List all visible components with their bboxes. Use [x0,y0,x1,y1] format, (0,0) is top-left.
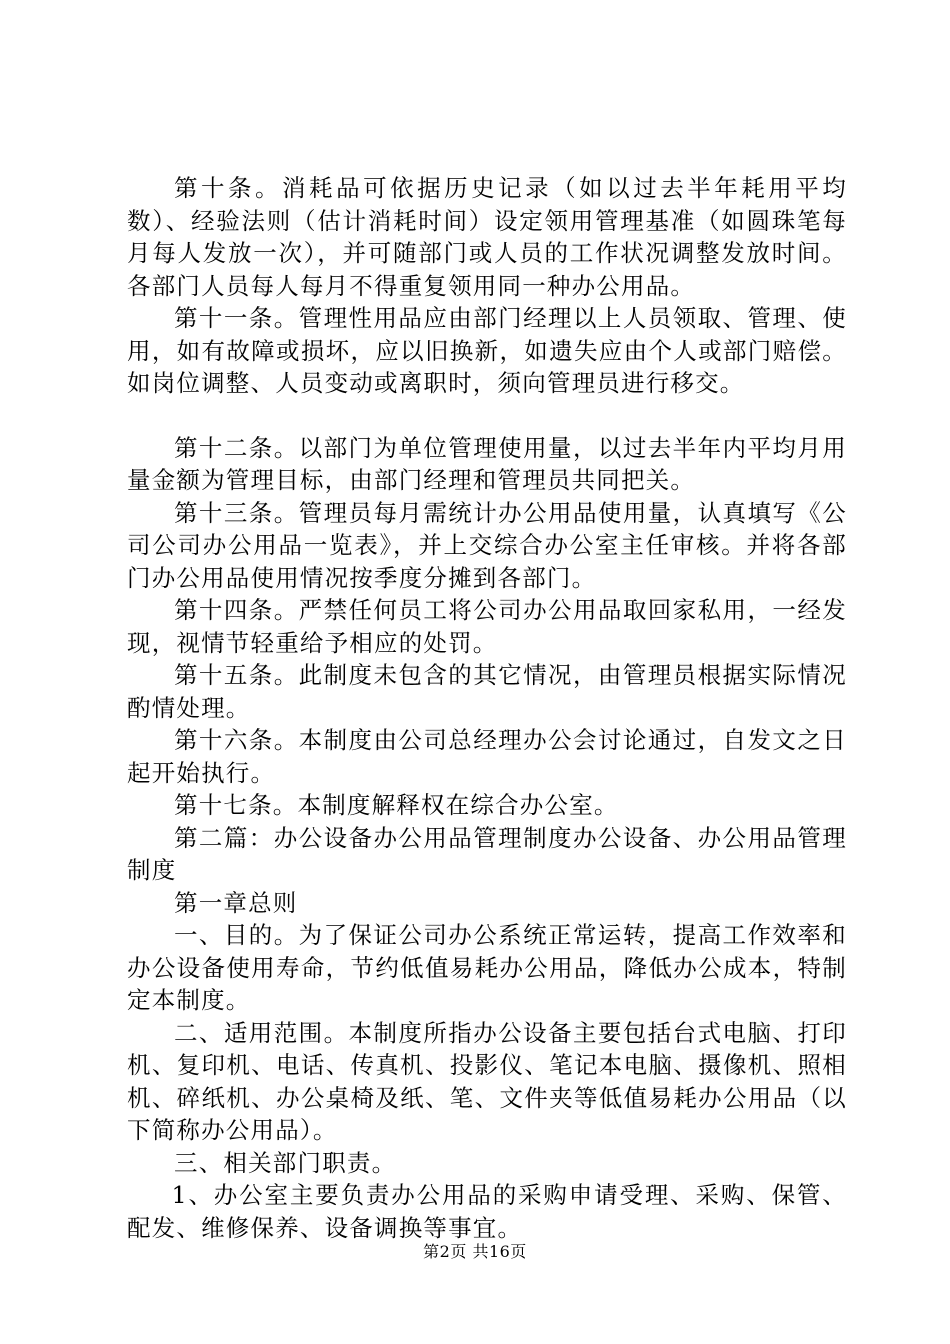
chapter-one-heading: 第一章总则 [174,888,298,917]
article-12-paragraph: 第十二条。以部门为单位管理使用量，以过去半年内平均月用量金额为管理目标，由部门经理和管理员共同把关。 [127,433,847,494]
section-responsibilities-heading: 三、相关部门职责。 [174,1148,397,1177]
article-13-paragraph: 第十三条。管理员每月需统计办公用品使用量，认真填写《公司公司办公用品一览表》，并上交综合办公室主任审核。并将各部门办公用品使用情况按季度分摊到各部门。 [127,498,847,592]
article-15-paragraph: 第十五条。此制度未包含的其它情况，由管理员根据实际情况酌情处理。 [127,661,847,722]
article-17-paragraph: 第十七条。本制度解释权在综合办公室。 [174,791,619,819]
page-number-footer: 第2页 共16页 [423,1242,527,1261]
document-body [127,172,847,1244]
responsibility-item-1: 1、办公室主要负责办公用品的采购申请受理、采购、保管、配发、维修保养、设备调换等事宜。 [127,1181,847,1242]
article-16-paragraph: 第十六条。本制度由公司总经理办公会讨论通过，自发文之日起开始执行。 [127,726,847,787]
article-10-paragraph: 第十条。消耗品可依据历史记录（如以过去半年耗用平均数）、经验法则（估计消耗时间）设定领用管理基准（如圆珠笔每月每人发放一次），并可随部门或人员的工作状况调整发放时间。各部门人员每人每月不得重复领用同一种办公用品。 [127,174,847,300]
section-scope-paragraph: 二、适用范围。本制度所指办公设备主要包括台式电脑、打印机、复印机、电话、传真机、投影仪、笔记本电脑、摄像机、照相机、碎纸机、办公桌椅及纸、笔、文件夹等低值易耗办公用品（以下简称办公用品）。 [127,1018,847,1144]
part-two-heading: 第二篇：办公设备办公用品管理制度办公设备、办公用品管理制度 [127,823,847,884]
section-purpose-paragraph: 一、目的。为了保证公司办公系统正常运转，提高工作效率和办公设备使用寿命，节约低值易耗办公用品，降低办公成本，特制定本制度。 [127,921,847,1014]
article-14-paragraph: 第十四条。严禁任何员工将公司办公用品取回家私用，一经发现，视情节轻重给予相应的处罚。 [127,596,847,657]
article-11-paragraph: 第十一条。管理性用品应由部门经理以上人员领取、管理、使用，如有故障或损坏，应以旧换新，如遗失应由个人或部门赔偿。如岗位调整、人员变动或离职时，须向管理员进行移交。 [127,304,847,397]
